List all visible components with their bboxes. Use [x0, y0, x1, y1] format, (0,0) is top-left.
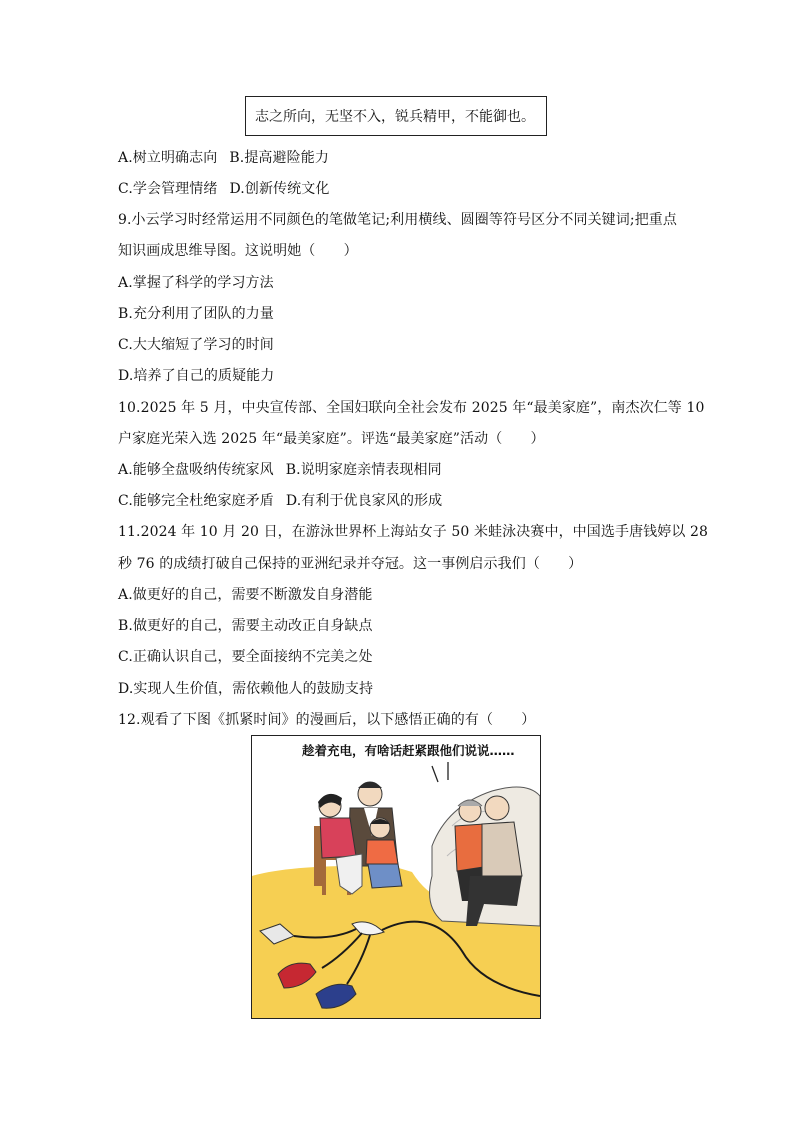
q11-option-c[interactable]: C.正确认识自己，要全面接纳不完美之处	[118, 649, 373, 665]
comic-illustration	[252, 736, 540, 1018]
q10-option-b[interactable]: B.说明家庭亲情表现相同	[285, 462, 442, 478]
q10-stem-line1: 10.2025 年 5 月，中央宣传部、全国妇联向全社会发布 2025 年“最美家庭”，南杰次仁等 10	[118, 400, 705, 416]
q11-stem-line1: 11.2024 年 10 月 20 日，在游泳世界杯上海站女子 50 米蛙泳决赛中，中国选手唐钱婷以 28	[118, 524, 709, 540]
q8-option-d[interactable]: D.创新传统文化	[229, 181, 330, 197]
q11-option-a[interactable]: A.做更好的自己，需要不断激发自身潜能	[118, 587, 373, 603]
q9-option-a[interactable]: A.掌握了科学的学习方法	[118, 275, 274, 291]
q12-stem: 12.观看了下图《抓紧时间》的漫画后，以下感悟正确的有（ ）	[118, 712, 536, 728]
q8-option-c[interactable]: C.学会管理情绪	[118, 181, 218, 197]
q9-option-b[interactable]: B.充分利用了团队的力量	[118, 306, 274, 322]
q10-options-row1	[118, 459, 442, 479]
q9-stem-line1: 9.小云学习时经常运用不同颜色的笔做笔记;利用横线、圆圈等符号区分不同关键词;把重点	[118, 212, 677, 228]
q9-option-d[interactable]: D.培养了自己的质疑能力	[118, 368, 275, 384]
q11-stem-line2: 秒 76 的成绩打破自己保持的亚洲纪录并夺冠。这一事例启示我们（ ）	[118, 556, 583, 572]
q10-options-row2	[118, 490, 442, 510]
q8-option-b[interactable]: B.提高避险能力	[229, 150, 329, 166]
quote-text: 志之所向，无坚不入，锐兵精甲，不能御也。	[255, 109, 535, 125]
comic-image	[251, 735, 541, 1019]
q10-stem-line2: 户家庭光荣入选 2025 年“最美家庭”。评选“最美家庭”活动（ ）	[118, 431, 545, 447]
q8-option-a[interactable]: A.树立明确志向	[118, 150, 218, 166]
q11-option-d[interactable]: D.实现人生价值，需依赖他人的鼓励支持	[118, 681, 374, 697]
comic-caption: 趁着充电，有啥话赶紧跟他们说说……	[302, 743, 515, 758]
q8-options-row1	[118, 147, 329, 167]
q8-options-row2	[118, 178, 329, 198]
q9-stem-line2: 知识画成思维导图。这说明她（ ）	[118, 243, 358, 259]
q9-option-c[interactable]: C.大大缩短了学习的时间	[118, 337, 274, 353]
q10-option-c[interactable]: C.能够完全杜绝家庭矛盾	[118, 493, 274, 509]
q10-option-d[interactable]: D.有利于优良家风的形成	[285, 493, 443, 509]
q11-option-b[interactable]: B.做更好的自己，需要主动改正自身缺点	[118, 618, 373, 634]
q10-option-a[interactable]: A.能够全盘吸纳传统家风	[118, 462, 274, 478]
quote-box	[245, 96, 547, 136]
